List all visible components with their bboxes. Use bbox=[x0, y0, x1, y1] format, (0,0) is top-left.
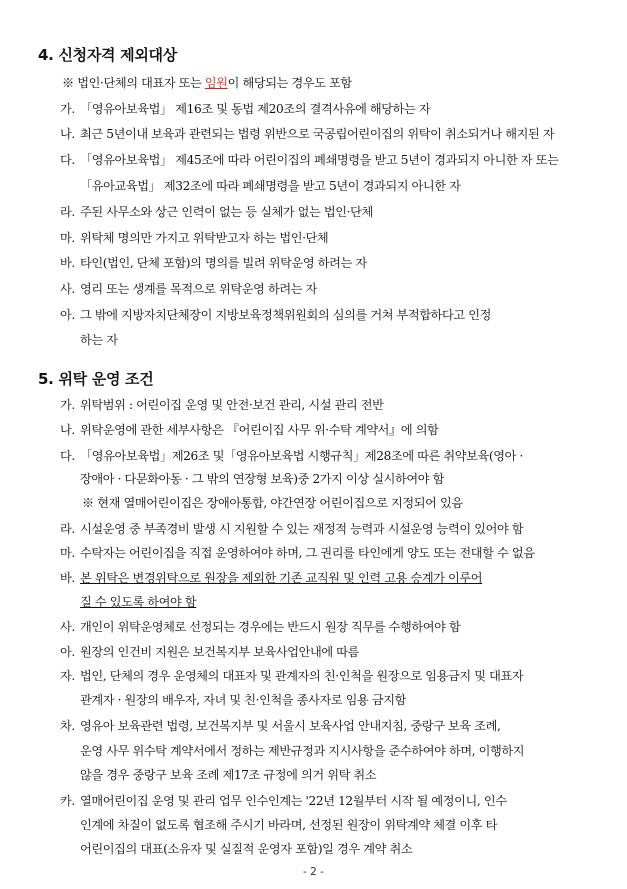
item-label: 아. bbox=[60, 645, 75, 659]
note-highlight: 임원 bbox=[204, 76, 228, 90]
item-label: 바. bbox=[60, 571, 75, 585]
page-number: - 2 - bbox=[303, 866, 324, 878]
section-4-title: 4. 신청자격 제외대상 bbox=[38, 46, 177, 64]
item-label: 아. bbox=[60, 308, 75, 322]
s5-item-ra bbox=[60, 520, 523, 537]
item-label: 바. bbox=[60, 256, 75, 270]
s4-item-da-cont: 「유아교육법」 제32조에 따라 폐쇄명령을 받고 5년이 경과되지 아니한 자 bbox=[80, 179, 461, 193]
item-label: 가. bbox=[60, 102, 75, 116]
s4-item-a bbox=[60, 306, 491, 323]
item-label: 사. bbox=[60, 620, 75, 634]
s4-item-na bbox=[60, 125, 554, 142]
s5-item-da-cont: 장애아 · 다문화아동 · 그 밖의 연장형 보육)중 2가지 이상 실시하여야 함 bbox=[80, 472, 444, 486]
item-text: 「영유아보육법」 제16조 및 동법 제20조의 결격사유에 해당하는 자 bbox=[80, 102, 431, 116]
s5-item-ka bbox=[60, 792, 507, 809]
item-text: 그 밖에 지방자치단체장이 지방보육정책위원회의 심의를 거쳐 부적합하다고 인정 bbox=[80, 308, 492, 322]
item-label: 다. bbox=[60, 449, 75, 463]
s5-item-ka-cont2: 어린이집의 대표(소유자 및 실질적 운영자 포함)일 경우 계약 취소 bbox=[80, 842, 413, 856]
s4-item-sa bbox=[60, 280, 317, 297]
s4-item-ma bbox=[60, 229, 328, 246]
item-label: 라. bbox=[60, 205, 75, 219]
item-label: 마. bbox=[60, 546, 75, 560]
item-label: 사. bbox=[60, 282, 75, 296]
item-label: 카. bbox=[60, 794, 75, 808]
s5-item-ba-cont: 질 수 있도록 하여야 함 bbox=[80, 595, 197, 609]
item-text: 열매어린이집 운영 및 관리 업무 인수인계는 '22년 12월부터 시작 될 예정이니, 인수 bbox=[80, 794, 507, 808]
s5-item-da-note: ※ 현재 열매어린이집은 장애아통합, 야간연장 어린이집으로 지정되어 있음 bbox=[82, 496, 463, 510]
s5-item-ja bbox=[60, 667, 523, 684]
s5-item-ka-cont1: 인계에 차질이 없도록 협조해 주시기 바라며, 선정된 원장이 위탁계약 체결 이후 타 bbox=[80, 818, 498, 832]
item-text: 시설운영 중 부족경비 발생 시 지원할 수 있는 재정적 능력과 시설운영 능력이 있어야 함 bbox=[80, 522, 524, 536]
item-text: 원장의 인건비 지원은 보건복지부 보육사업안내에 따름 bbox=[80, 645, 359, 659]
item-text: 본 위탁은 변경위탁으로 원장을 제외한 기존 교직원 및 인력 고용 승계가 이루어 bbox=[80, 571, 483, 585]
item-text: 수탁자는 어린이집을 직접 운영하여야 하며, 그 권리를 타인에게 양도 또는 전대할 수 없음 bbox=[80, 546, 535, 560]
item-text: 주된 사무소와 상근 인력이 없는 등 실체가 없는 법인·단체 bbox=[80, 205, 373, 219]
item-text: 영유아 보육관련 법령, 보건복지부 및 서울시 보육사업 안내지침, 중랑구 보육 조례, bbox=[80, 719, 501, 733]
item-label: 차. bbox=[60, 719, 75, 733]
item-text: 위탁운영에 관한 세부사항은 『어린이집 사무 위·수탁 계약서』에 의함 bbox=[80, 423, 439, 437]
s5-item-cha bbox=[60, 717, 500, 734]
item-text: 개인이 위탁운영체로 선정되는 경우에는 반드시 원장 직무를 수행하여야 함 bbox=[80, 620, 461, 634]
item-label: 마. bbox=[60, 231, 75, 245]
s5-item-ba bbox=[60, 569, 482, 586]
s5-item-na bbox=[60, 421, 438, 438]
item-label: 라. bbox=[60, 522, 75, 536]
item-label: 자. bbox=[60, 669, 75, 683]
item-label: 나. bbox=[60, 423, 75, 437]
s4-item-ra bbox=[60, 203, 373, 220]
item-text: 타인(법인, 단체 포함)의 명의를 빌려 위탁운영 하려는 자 bbox=[80, 256, 367, 270]
section-5-title: 5. 위탁 운영 조건 bbox=[38, 370, 154, 388]
item-text: 위탁범위 : 어린이집 운영 및 안전·보건 관리, 시설 관리 전반 bbox=[80, 398, 384, 412]
s5-item-sa bbox=[60, 618, 460, 635]
item-label: 나. bbox=[60, 127, 75, 141]
item-text: 위탁체 명의만 가지고 위탁받고자 하는 법인·단체 bbox=[80, 231, 329, 245]
s5-item-a bbox=[60, 643, 359, 660]
note-prefix: ※ 법인·단체의 대표자 또는 bbox=[62, 76, 205, 90]
item-text: 최근 5년이내 보육과 관련되는 법령 위반으로 국공립어린이집의 위탁이 취소되거나 해지된 자 bbox=[80, 127, 555, 141]
s4-item-da bbox=[60, 151, 558, 168]
s4-item-a-cont: 하는 자 bbox=[80, 333, 118, 347]
note-suffix: 이 해당되는 경우도 포함 bbox=[227, 76, 352, 90]
s5-item-cha-cont2: 않을 경우 중랑구 보육 조례 제17조 규정에 의거 위탁 취소 bbox=[80, 768, 377, 782]
s5-item-ga bbox=[60, 396, 384, 413]
s5-item-cha-cont1: 운영 사무 위수탁 계약서에서 정하는 제반규정과 지시사항을 준수하여야 하며, 이행하지 bbox=[80, 744, 525, 758]
item-text: 「영유아보육법」 제45조에 따라 어린이집의 폐쇄명령을 받고 5년이 경과되지 아니한 자 또는 bbox=[80, 153, 559, 167]
s5-item-ma bbox=[60, 544, 535, 561]
s4-item-ga bbox=[60, 100, 430, 117]
item-text: 법인, 단체의 경우 운영체의 대표자 및 관계자의 친·인척을 원장으로 임용금지 및 대표자 bbox=[80, 669, 524, 683]
s5-item-ja-cont: 관계자 · 원장의 배우자, 자녀 및 친·인척을 종사자로 임용 금지함 bbox=[80, 693, 407, 707]
item-label: 가. bbox=[60, 398, 75, 412]
s4-item-ba bbox=[60, 254, 367, 271]
item-label: 다. bbox=[60, 153, 75, 167]
item-text: 「영유아보육법」제26조 및「영유아보육법 시행규칙」제28조에 따른 취약보육(영아 · bbox=[80, 449, 523, 463]
s5-item-da bbox=[60, 447, 523, 464]
section-4-note bbox=[62, 74, 352, 91]
item-text: 영리 또는 생계를 목적으로 위탁운영 하려는 자 bbox=[80, 282, 317, 296]
